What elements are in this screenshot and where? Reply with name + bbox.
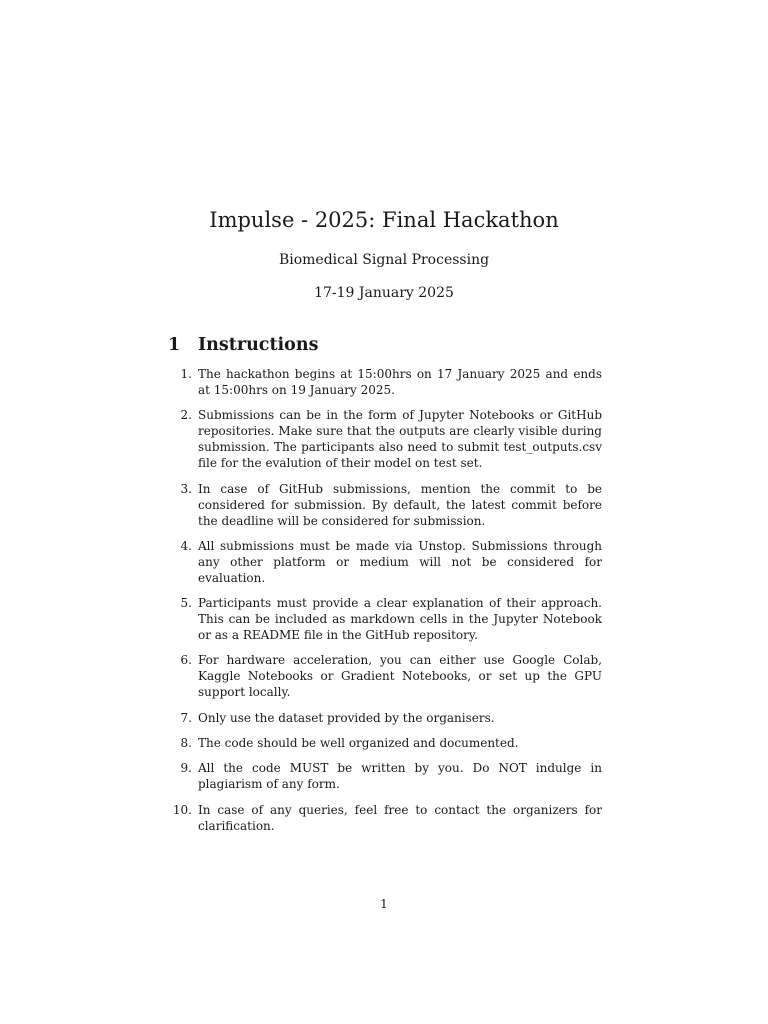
list-item bbox=[170, 735, 602, 751]
list-item-text: Participants must provide a clear explanation of their approach. This can be included as markdown cells in the Jupyter Notebook or as a README file in the GitHub repository. bbox=[198, 596, 602, 643]
list-item bbox=[170, 366, 602, 398]
list-item-text: All the code MUST be written by you. Do NOT indulge in plagiarism of any form. bbox=[198, 761, 602, 792]
list-item-number: 3. bbox=[180, 481, 192, 496]
list-item-text: Only use the dataset provided by the organisers. bbox=[198, 710, 495, 725]
document-title: Impulse - 2025: Final Hackathon bbox=[209, 208, 559, 232]
list-item-number: 2. bbox=[180, 408, 192, 423]
section-heading bbox=[168, 333, 318, 357]
list-item-number: 1. bbox=[180, 367, 192, 381]
list-item bbox=[170, 481, 602, 529]
list-item-number: 8. bbox=[180, 736, 192, 751]
list-item bbox=[170, 710, 602, 726]
list-item-number: 7. bbox=[180, 710, 192, 725]
section-number: 1 bbox=[168, 335, 181, 355]
list-item-text: The code should be well organized and documented. bbox=[198, 736, 519, 751]
list-item bbox=[170, 595, 602, 643]
list-item bbox=[170, 760, 602, 792]
list-item-text: Submissions can be in the form of Jupyter Notebooks or GitHub repositories. Make sure that the outputs are clearly visible during submission. The participants also need to submit test_outputs.csv file for the evalution of their model on test set. bbox=[198, 408, 602, 471]
list-item bbox=[170, 538, 602, 586]
list-item-text: For hardware acceleration, you can either use Google Colab, Kaggle Notebooks or Gradient Notebooks, or set up the GPU support locally. bbox=[198, 653, 602, 700]
list-item-text: The hackathon begins at 15:00hrs on 17 January 2025 and ends at 15:00hrs on 19 January 2025. bbox=[198, 367, 602, 397]
page-number: 1 bbox=[380, 897, 388, 911]
list-item bbox=[170, 652, 602, 700]
section-title: Instructions bbox=[198, 335, 319, 355]
list-item bbox=[170, 407, 602, 471]
list-item-text: In case of any queries, feel free to contact the organizers for clarification. bbox=[198, 802, 602, 833]
document-subtitle: Biomedical Signal Processing bbox=[278, 252, 490, 268]
instructions-list bbox=[170, 366, 602, 843]
list-item bbox=[170, 802, 602, 834]
list-item-number: 10. bbox=[172, 802, 192, 817]
list-item-number: 4. bbox=[180, 538, 192, 553]
document-date: 17-19 January 2025 bbox=[314, 285, 454, 301]
list-item-text: In case of GitHub submissions, mention the commit to be considered for submission. By default, the latest commit before the deadline will be considered for submission. bbox=[198, 481, 602, 528]
list-item-number: 5. bbox=[180, 596, 192, 611]
list-item-number: 6. bbox=[180, 653, 192, 668]
list-item-text: All submissions must be made via Unstop. Submissions through any other platform or medium will not be considered for evaluation. bbox=[198, 538, 602, 585]
list-item-number: 9. bbox=[180, 761, 192, 776]
